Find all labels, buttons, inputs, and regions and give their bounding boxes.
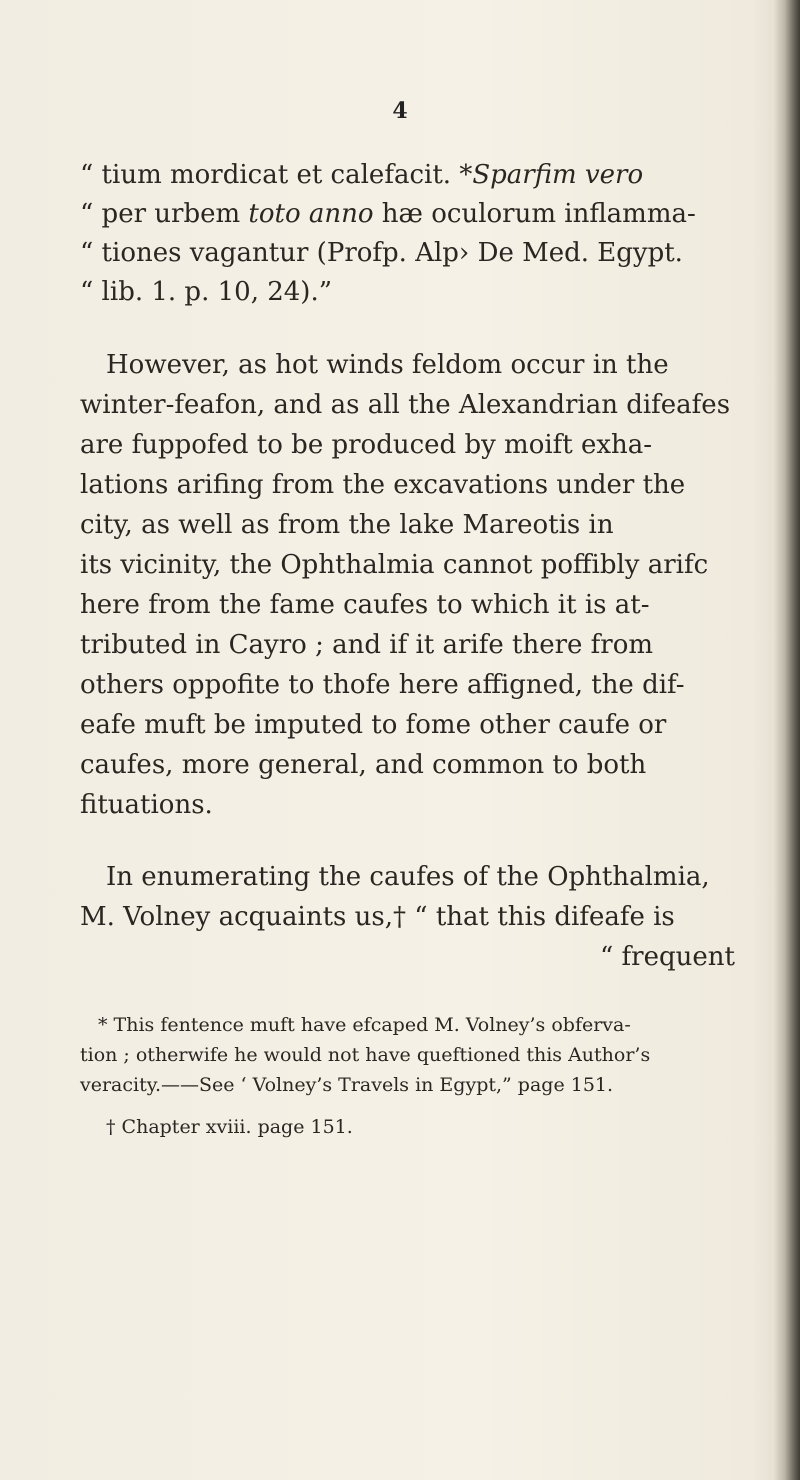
paragraph-2-line-6: its vicinity, the Ophthalmia cannot poffibly arifc [80,550,709,580]
footnote-1-line-3: veracity.——See ‘ Volney’s Travels in Egypt,” page 151. [80,1074,614,1096]
paragraph-2-line-4: lations arifing from the excavations under the [80,470,686,500]
paragraph-3-line-2: M. Volney acquaints us,† “ that this difeafe is [80,902,675,932]
paragraph-2-line-8: tributed in Cayro ; and if it arife there from [80,630,654,660]
paragraph-2-line-1: However, as hot winds feldom occur in the [106,350,669,380]
italic-text: toto [248,199,301,229]
page-number: 4 [392,98,408,124]
footnote-2: † Chapter xviii. page 151. [106,1116,353,1138]
footnote-1-line-1: * This fentence muft have efcaped M. Volney’s obferva- [98,1014,631,1036]
paragraph-3-line-1: In enumerating the caufes of the Ophthalmia, [106,862,710,892]
paragraph-2-line-10: eafe muft be imputed to fome other caufe or [80,710,667,740]
paragraph-2-line-5: city, as well as from the lake Mareotis in [80,510,614,540]
footnote-marker: * [459,160,473,190]
italic-text: anno [308,199,374,229]
quote-text: “ per urbem [80,199,249,229]
paragraph-2-line-11: caufes, more general, and common to both [80,750,647,780]
italic-text: Sparfim vero [472,160,644,190]
footnote-1-line-2: tion ; otherwife he would not have queftioned this Author’s [80,1044,651,1066]
quote-line-3: “ tiones vagantur (Profp. Alp› De Med. Egypt. [80,238,683,268]
catchword: “ frequent [600,942,735,972]
quote-text: hæ oculorum inflamma- [373,199,696,229]
quote-line-2 [80,197,696,231]
page-edge-shadow [774,0,800,1480]
quote-line-4: “ lib. 1. p. 10, 24).” [80,277,333,307]
paragraph-2-line-7: here from the fame caufes to which it is at- [80,590,650,620]
quote-text: “ tium mordicat et calefacit. [80,160,460,190]
paragraph-2-line-3: are fuppofed to be produced by moift exha- [80,430,653,460]
paragraph-2-line-9: others oppofite to thofe here affigned, the dif- [80,670,685,700]
paragraph-2-line-12: fituations. [80,790,213,820]
quote-line-1 [80,158,643,192]
paragraph-2-line-2: winter-feafon, and as all the Alexandrian difeafes [80,390,731,420]
space [301,199,309,229]
